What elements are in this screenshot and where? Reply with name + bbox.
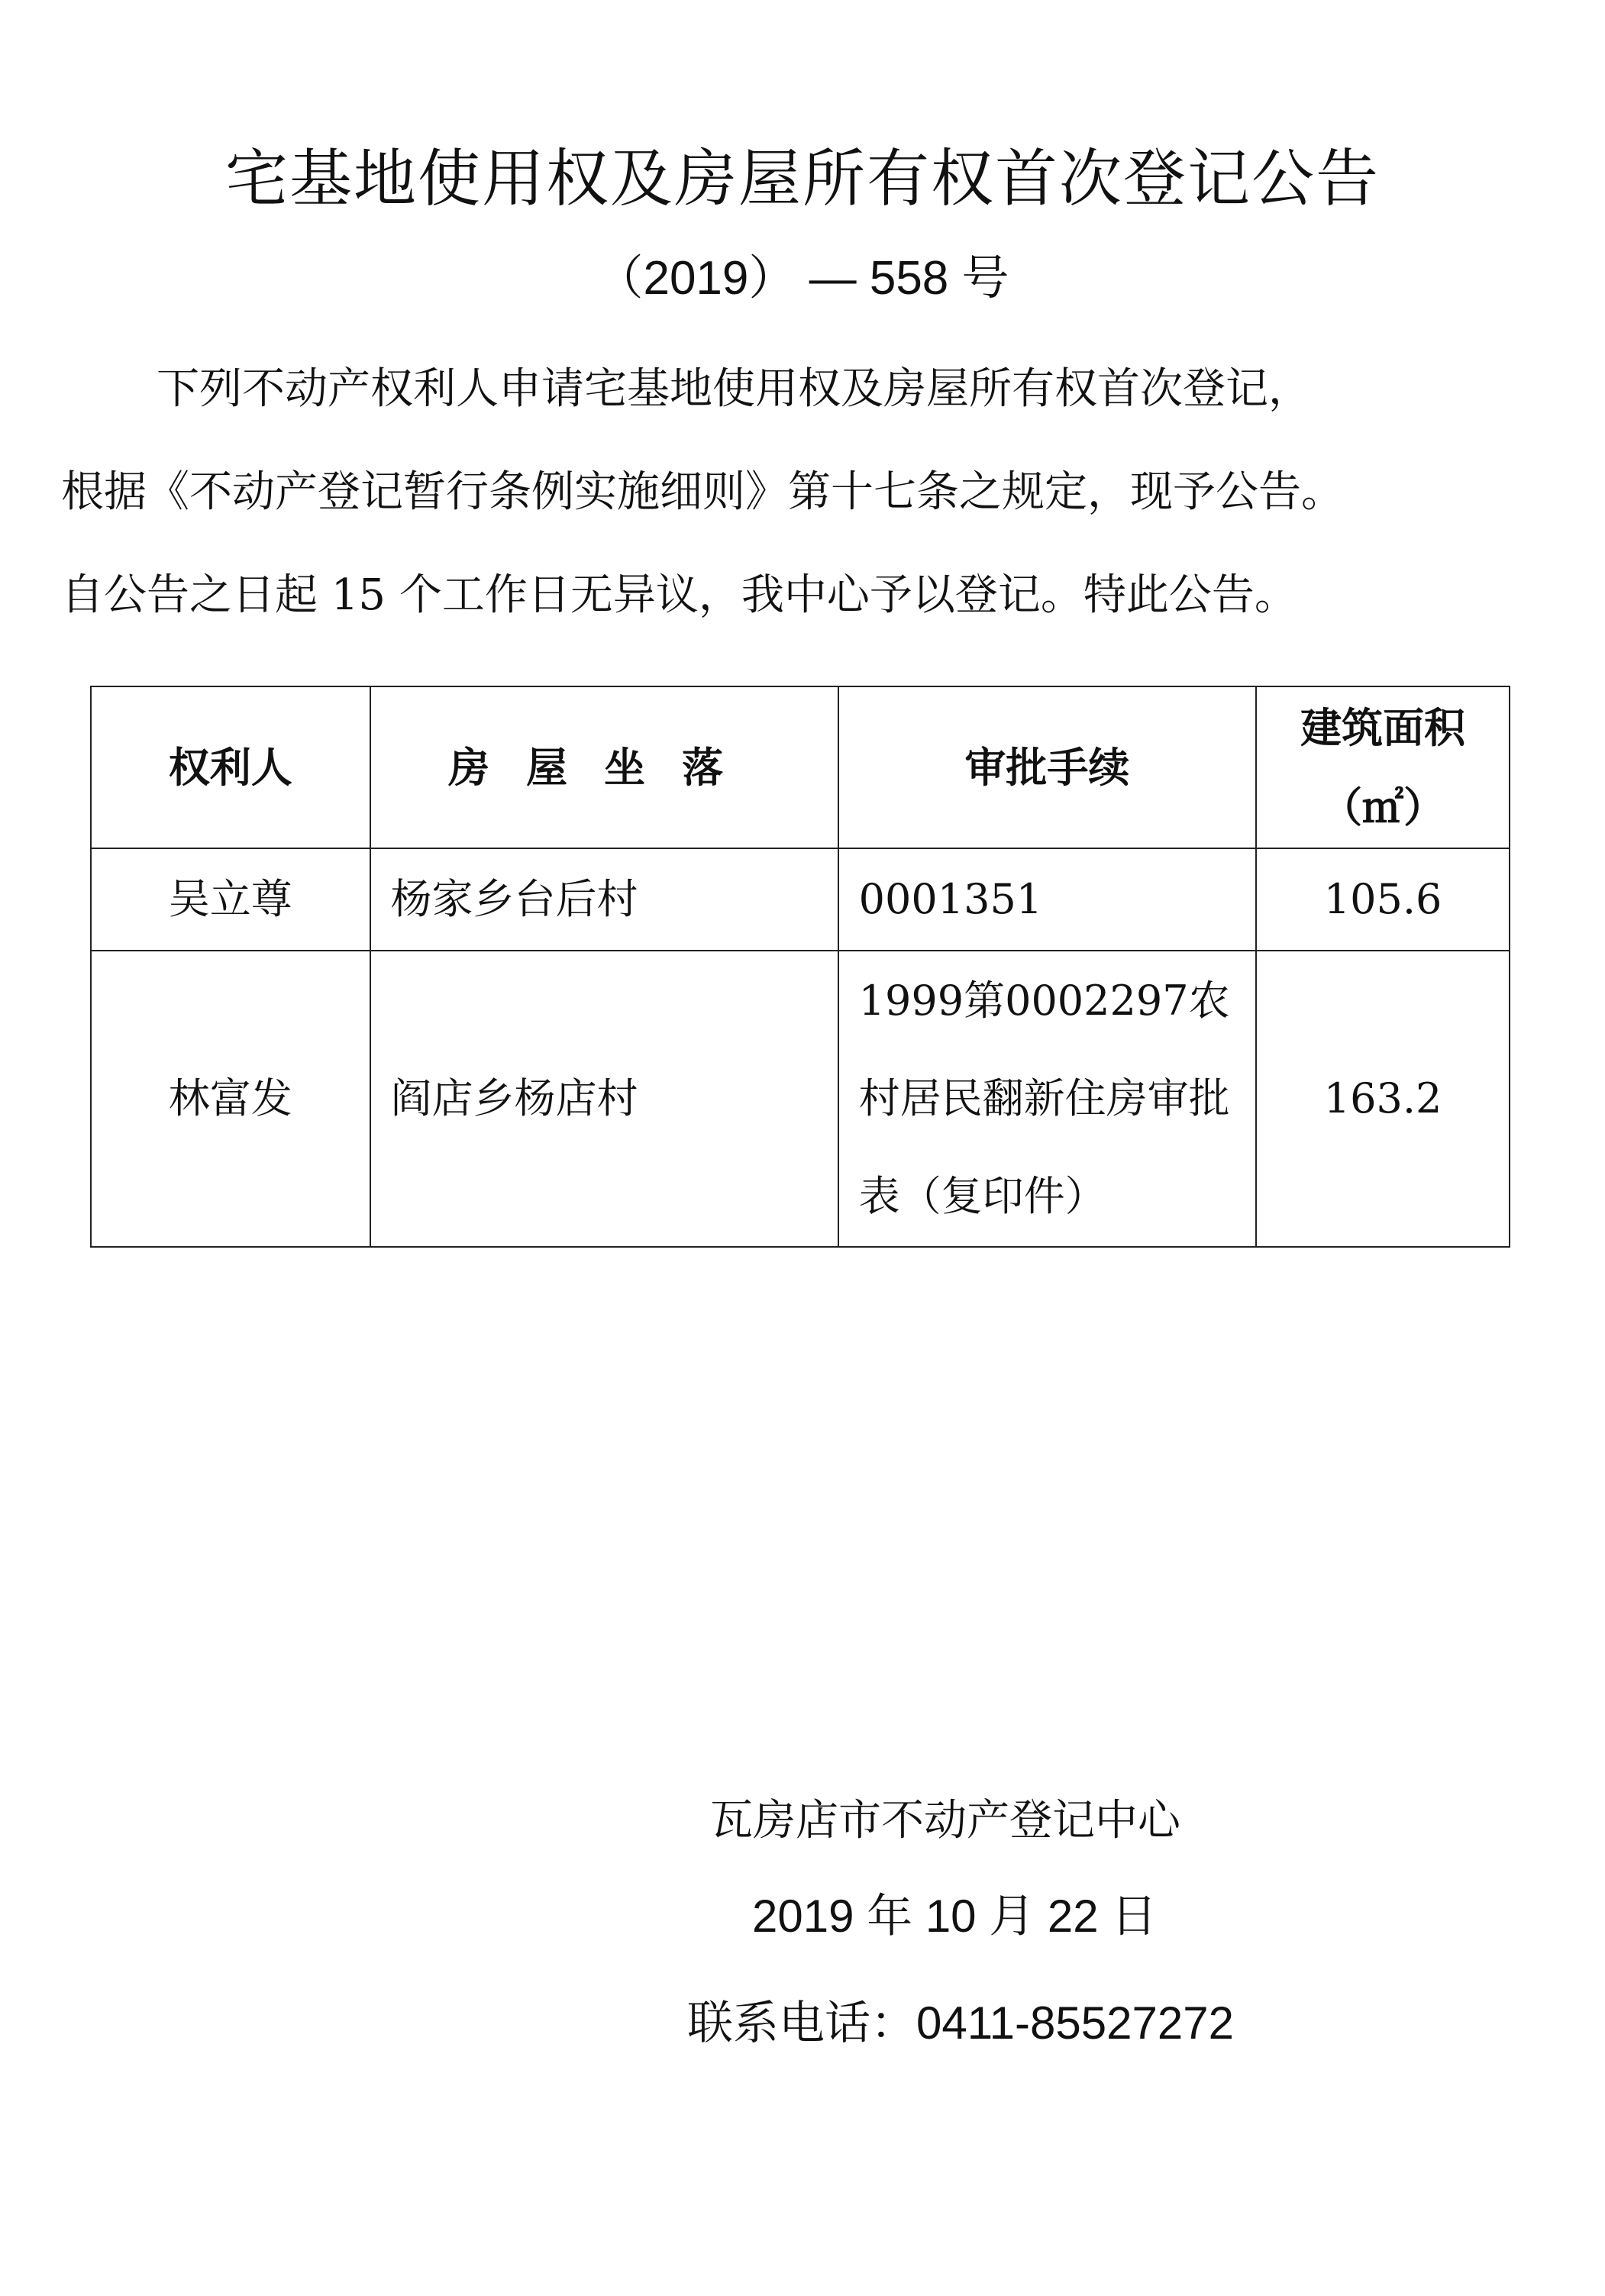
notice-title: 宅基地使用权及房屋所有权首次登记公告	[224, 143, 1380, 215]
header-area	[1256, 686, 1510, 848]
contact-phone: 联系电话：0411-85527272	[687, 1997, 1234, 2049]
notice-paragraph-line-1: 下列不动产权利人申请宅基地使用权及房屋所有权首次登记，	[157, 364, 1311, 414]
header-approval: 审批手续	[838, 686, 1257, 848]
notice-paragraph-line-3: 自公告之日起 15 个工作日无异议，我中心予以登记。特此公告。	[61, 570, 1297, 620]
header-area-line-1: 建筑面积	[1300, 703, 1466, 752]
cell-area: 105.6	[1256, 848, 1510, 951]
notice-paragraph-line-2: 根据《不动产登记暂行条例实施细则》第十七条之规定，现予公告。	[61, 467, 1344, 517]
document-number: （2019） — 558 号	[596, 252, 1009, 305]
cell-approval	[838, 951, 1257, 1247]
cell-approval: 0001351	[838, 848, 1257, 951]
table-row	[91, 951, 1510, 1247]
issue-date: 2019 年 10 月 22 日	[752, 1891, 1158, 1942]
header-location	[370, 686, 838, 848]
header-area-line-2: （㎡）	[1321, 783, 1445, 832]
cell-holder: 林富发	[91, 951, 370, 1247]
registration-table	[90, 686, 1510, 1248]
cell-location: 阎店乡杨店村	[370, 951, 838, 1247]
table-row	[91, 848, 1510, 951]
table-header-row	[91, 686, 1510, 848]
cell-location: 杨家乡台后村	[370, 848, 838, 951]
header-holder: 权利人	[91, 686, 370, 848]
cell-approval-text: 1999第0002297农村居民翻新住房审批表（复印件）	[858, 977, 1230, 1220]
cell-holder: 吴立尊	[91, 848, 370, 951]
issuing-organization: 瓦房店市不动产登记中心	[710, 1796, 1180, 1846]
cell-area: 163.2	[1256, 951, 1510, 1247]
header-location-label: 房屋坐落	[448, 743, 761, 792]
